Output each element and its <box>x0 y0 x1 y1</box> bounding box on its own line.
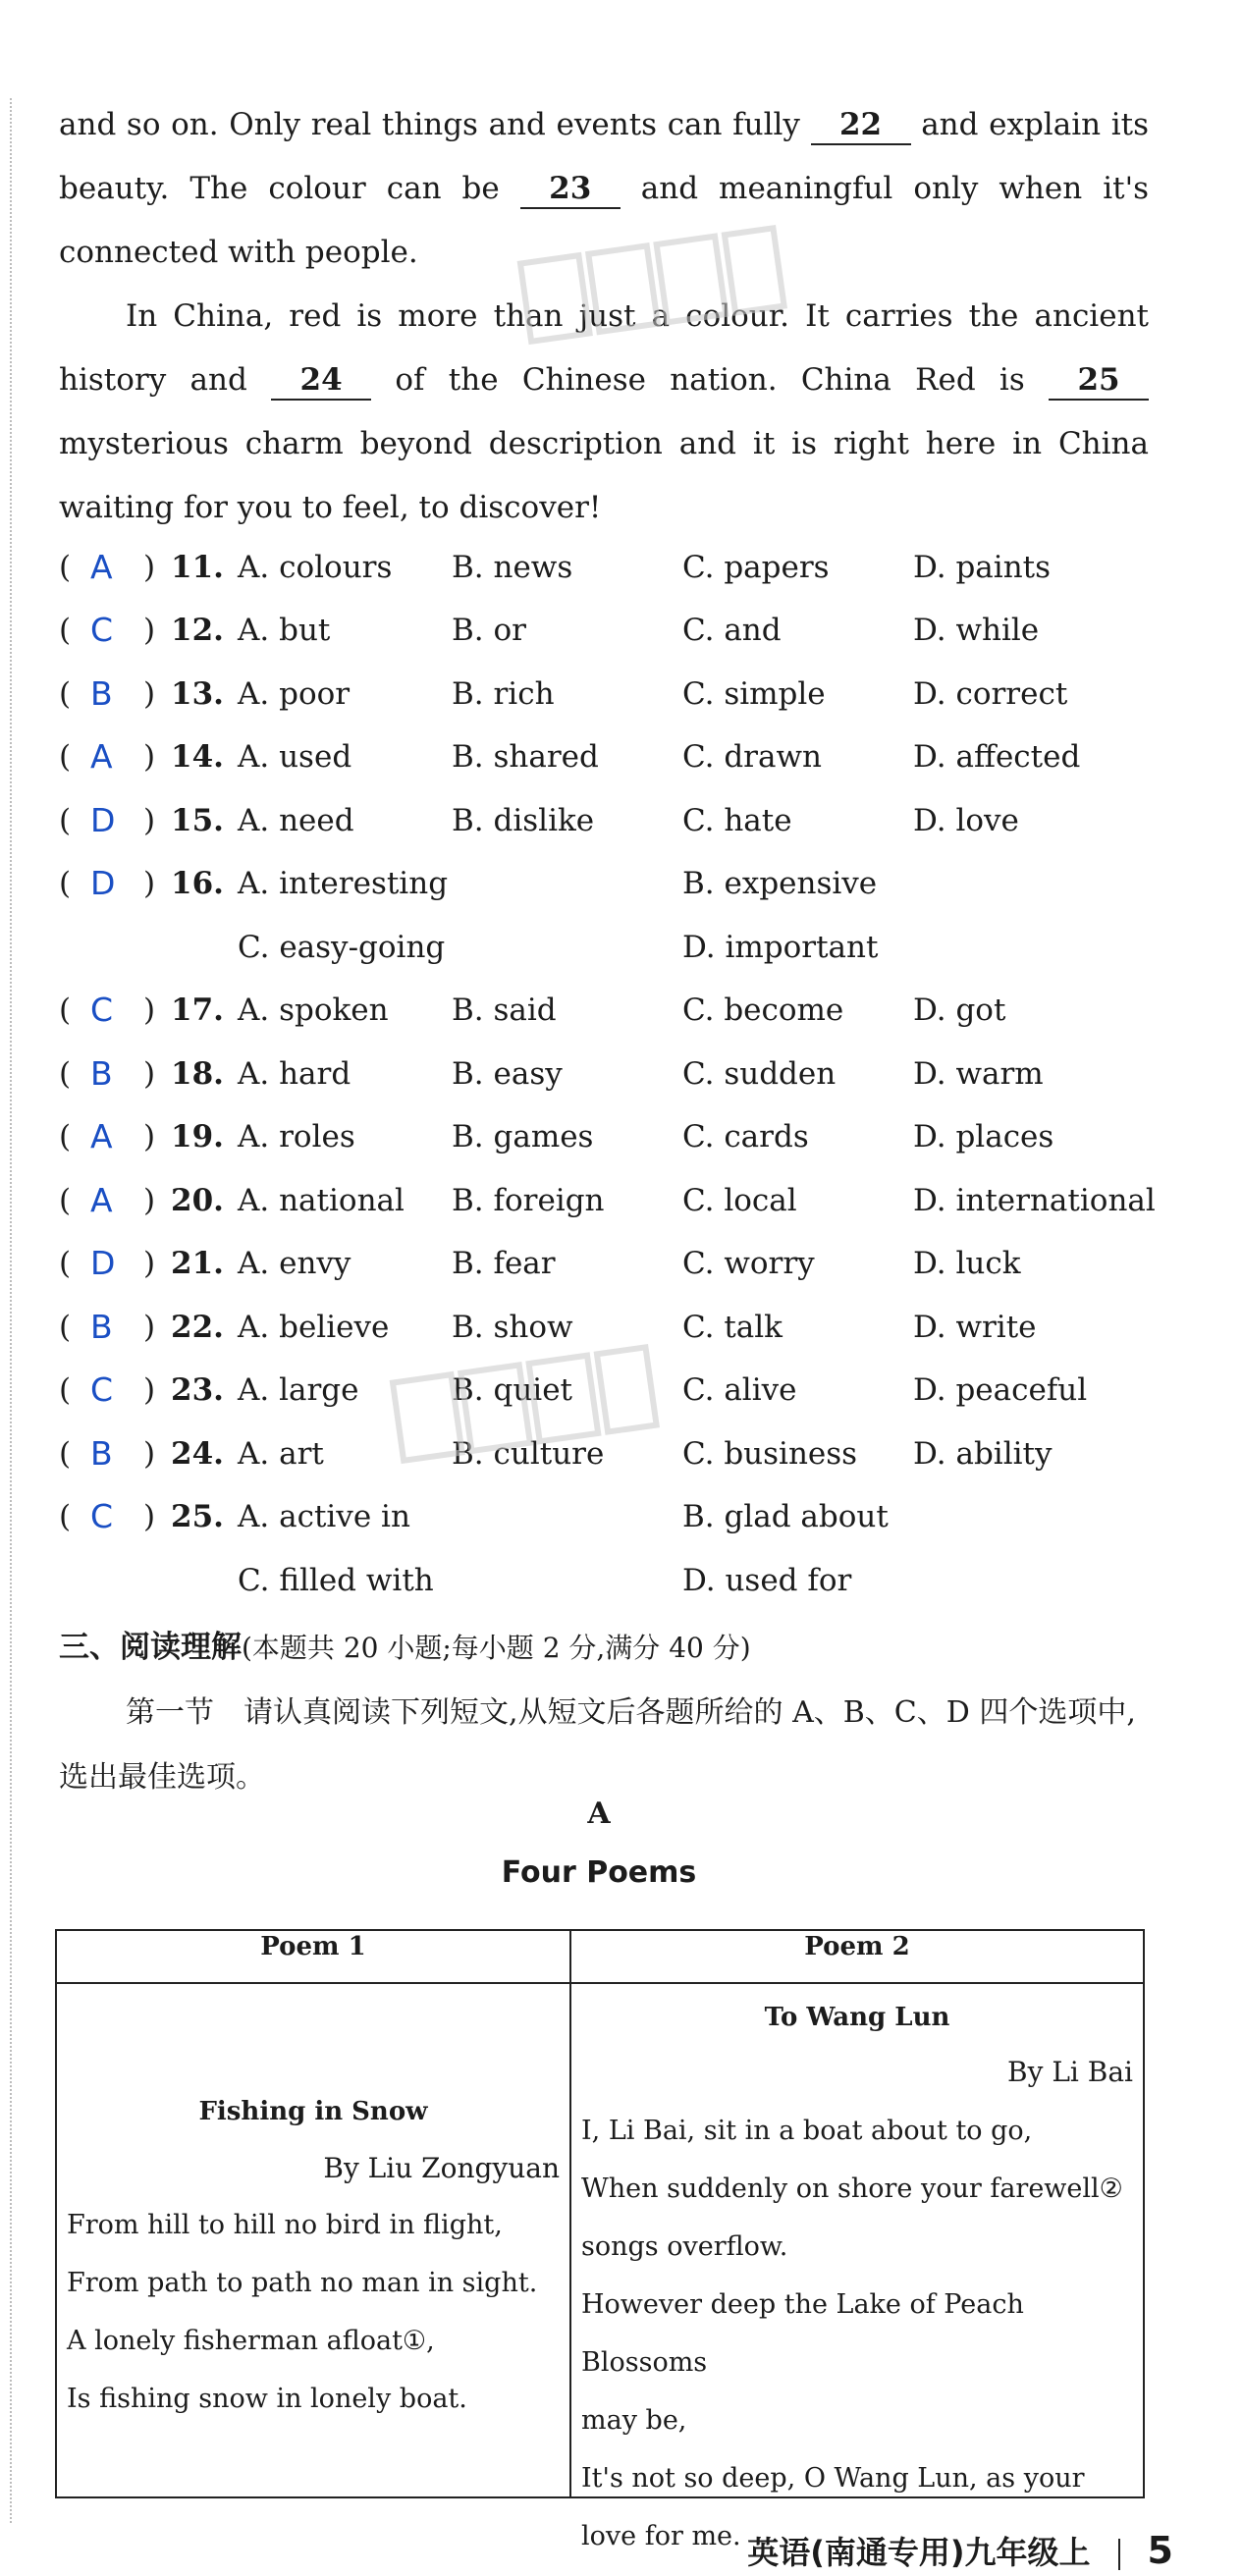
option-a: A. poor <box>238 676 351 712</box>
option-c: C. papers <box>682 550 830 585</box>
answer-mark: B <box>90 1434 113 1473</box>
answer-mark: C <box>90 991 114 1029</box>
section-subtitle: (本题共 20 小题;每小题 2 分,满分 40 分) <box>242 1632 751 1664</box>
bracket-close: ) <box>143 676 156 712</box>
answer-mark: A <box>90 737 113 776</box>
poem-2-line: When suddenly on shore your farewell② <box>581 2174 1123 2204</box>
poem-2-header: Poem 2 <box>570 1930 1144 1983</box>
bracket-open: ( <box>59 1056 72 1092</box>
question-number: 13. <box>171 676 224 712</box>
page-number: 5 <box>1147 2529 1173 2572</box>
poem-1-line: Is fishing snow in lonely boat. <box>67 2384 467 2414</box>
question-number: 14. <box>171 739 224 775</box>
option-b: B. or <box>452 613 526 648</box>
option-d: D. places <box>913 1119 1054 1154</box>
poem-1-title: Fishing in Snow <box>198 2097 428 2126</box>
bracket-open: ( <box>59 1372 72 1408</box>
section-title: 三、阅读理解 <box>59 1630 242 1665</box>
poem-2-line: However deep the Lake of Peach Blossoms <box>581 2289 1024 2378</box>
option-a: A. art <box>238 1436 324 1472</box>
passage-text: In China, red is more than just a colour. It carries the ancient history and <box>59 298 1149 398</box>
option-b: B. dislike <box>452 803 595 838</box>
answer-mark: C <box>90 1497 114 1535</box>
poem-1-cell <box>56 1983 570 2497</box>
option-c: C. become <box>682 993 844 1028</box>
bracket-close: ) <box>143 803 156 838</box>
option-c: C. alive <box>682 1372 797 1408</box>
question-number: 20. <box>171 1183 224 1218</box>
answer-mark: B <box>90 1308 113 1346</box>
page-footer <box>747 2528 1173 2573</box>
bracket-close: ) <box>143 1119 156 1154</box>
option-b: B. easy <box>452 1056 563 1092</box>
passage-text: of the Chinese nation. China Red is <box>395 362 1025 398</box>
poem-2-line: songs overflow. <box>581 2231 788 2262</box>
option-a: A. used <box>238 739 352 775</box>
footer-subject: 英语(南通专用)九年级上 <box>747 2534 1091 2571</box>
option-a: A. believe <box>238 1310 390 1345</box>
option-a: A. spoken <box>238 993 389 1028</box>
answer-mark: B <box>90 674 113 713</box>
option-b: B. shared <box>452 739 599 775</box>
question-number: 19. <box>171 1119 224 1154</box>
option-b: B. culture <box>452 1436 605 1472</box>
answer-mark: C <box>90 1370 114 1409</box>
bracket-close: ) <box>143 1183 156 1218</box>
option-d: D. ability <box>913 1436 1053 1472</box>
blank-24: 24 <box>271 362 371 401</box>
bracket-open: ( <box>59 550 72 585</box>
option-d: D. paints <box>913 550 1052 585</box>
option-b: B. foreign <box>452 1183 605 1218</box>
option-a: A. colours <box>238 550 393 585</box>
bracket-open: ( <box>59 866 72 901</box>
reading-title: Four Poems <box>501 1855 697 1890</box>
bracket-open: ( <box>59 613 72 648</box>
poem-2-author: By Li Bai <box>1007 2056 1133 2088</box>
question-number: 21. <box>171 1246 224 1281</box>
poem-2-title: To Wang Lun <box>764 2003 950 2032</box>
question-number: 16. <box>171 866 224 901</box>
answer-mark: D <box>90 1244 116 1282</box>
bracket-open: ( <box>59 993 72 1028</box>
option-a: A. need <box>238 803 354 838</box>
option-d: D. got <box>913 993 1006 1028</box>
bracket-open: ( <box>59 1499 72 1534</box>
option-d: D. important <box>682 930 879 965</box>
answer-mark: D <box>90 864 116 902</box>
answer-mark: D <box>90 801 116 839</box>
question-number: 18. <box>171 1056 224 1092</box>
bracket-close: ) <box>143 1499 156 1534</box>
watermark-stamp <box>387 1337 665 1481</box>
option-c: C. and <box>682 613 782 648</box>
blank-25: 25 <box>1049 362 1149 401</box>
option-d: D. affected <box>913 739 1081 775</box>
option-c: C. hate <box>682 803 792 838</box>
bracket-open: ( <box>59 739 72 775</box>
poem-2-line: may be, <box>581 2405 687 2436</box>
bracket-close: ) <box>143 739 156 775</box>
binding-margin-line <box>10 98 12 2523</box>
poem-2-line: love for me. <box>581 2521 741 2551</box>
option-c: C. local <box>682 1183 797 1218</box>
bracket-open: ( <box>59 803 72 838</box>
option-d: D. correct <box>913 676 1068 712</box>
bracket-open: ( <box>59 676 72 712</box>
section-instruction: 第一节 请认真阅读下列短文,从短文后各题所给的 A、B、C、D 四个选项中,选出最佳选项。 <box>59 1695 1136 1795</box>
option-c: C. business <box>682 1436 858 1472</box>
passage-text: and explain its beauty. The colour can be <box>59 107 1149 206</box>
bracket-close: ) <box>143 1246 156 1281</box>
question-number: 23. <box>171 1372 224 1408</box>
option-d: D. write <box>913 1310 1037 1345</box>
option-c: C. simple <box>682 676 826 712</box>
bracket-open: ( <box>59 1436 72 1472</box>
option-a: A. national <box>238 1183 405 1218</box>
option-c: C. cards <box>682 1119 809 1154</box>
option-d: D. international <box>913 1183 1156 1218</box>
question-number: 24. <box>171 1436 224 1472</box>
poem-1-line: From hill to hill no bird in flight, <box>67 2210 503 2240</box>
option-b: B. glad about <box>682 1499 889 1534</box>
question-number: 12. <box>171 613 224 648</box>
footer-separator <box>1118 2539 1120 2570</box>
option-d: D. warm <box>913 1056 1044 1092</box>
option-b: B. quiet <box>452 1372 573 1408</box>
question-number: 25. <box>171 1499 224 1534</box>
bracket-open: ( <box>59 1119 72 1154</box>
option-b: B. said <box>452 993 557 1028</box>
option-c: C. filled with <box>238 1563 434 1598</box>
reading-label: A <box>587 1797 611 1831</box>
option-c: C. sudden <box>682 1056 837 1092</box>
passage-text: and meaningful only when it's connected with people. <box>59 171 1150 270</box>
option-b: B. news <box>452 550 573 585</box>
poem-1-line: A lonely fisherman afloat①, <box>67 2326 435 2356</box>
bracket-close: ) <box>143 1056 156 1092</box>
option-c: C. drawn <box>682 739 822 775</box>
option-b: B. show <box>452 1310 573 1345</box>
blank-23: 23 <box>520 171 621 209</box>
option-b: B. games <box>452 1119 594 1154</box>
option-d: D. used for <box>682 1563 852 1598</box>
passage-text: mysterious charm beyond description and it is right here in China waiting for you to feel, to discover! <box>59 426 1149 525</box>
passage-text: and so on. Only real things and events can fully <box>59 107 800 142</box>
bracket-close: ) <box>143 993 156 1028</box>
option-a: A. large <box>238 1372 359 1408</box>
bracket-close: ) <box>143 1436 156 1472</box>
bracket-close: ) <box>143 613 156 648</box>
poem-1-author: By Liu Zongyuan <box>323 2152 560 2184</box>
bracket-open: ( <box>59 1310 72 1345</box>
option-d: D. love <box>913 803 1019 838</box>
question-number: 11. <box>171 550 224 585</box>
question-number: 22. <box>171 1310 224 1345</box>
option-a: A. but <box>238 613 331 648</box>
section-heading <box>59 1622 751 1666</box>
poem-2-line: I, Li Bai, sit in a boat about to go, <box>581 2116 1033 2146</box>
question-number: 15. <box>171 803 224 838</box>
option-d: D. luck <box>913 1246 1021 1281</box>
option-c: C. easy-going <box>238 930 446 965</box>
option-a: A. roles <box>238 1119 355 1154</box>
answer-mark: A <box>90 548 113 586</box>
answer-mark: C <box>90 611 114 649</box>
bracket-close: ) <box>143 1310 156 1345</box>
option-d: D. peaceful <box>913 1372 1088 1408</box>
option-d: D. while <box>913 613 1040 648</box>
option-a: A. active in <box>238 1499 410 1534</box>
poem-2-line: It's not so deep, O Wang Lun, as your <box>581 2463 1085 2494</box>
blank-22: 22 <box>811 107 911 145</box>
answer-mark: B <box>90 1054 113 1093</box>
option-a: A. envy <box>238 1246 351 1281</box>
poems-table <box>55 1929 1145 2551</box>
answer-mark: A <box>90 1181 113 1219</box>
option-b: B. rich <box>452 676 555 712</box>
option-b: B. expensive <box>682 866 878 901</box>
bracket-open: ( <box>59 1183 72 1218</box>
poem-1-line: From path to path no man in sight. <box>67 2268 538 2298</box>
question-number: 17. <box>171 993 224 1028</box>
option-a: A. interesting <box>238 866 449 901</box>
option-c: C. talk <box>682 1310 783 1345</box>
poem-2-cell <box>570 1983 1144 2551</box>
bracket-close: ) <box>143 550 156 585</box>
bracket-close: ) <box>143 866 156 901</box>
answer-mark: A <box>90 1117 113 1155</box>
poem-1-header: Poem 1 <box>56 1930 570 1983</box>
bracket-open: ( <box>59 1246 72 1281</box>
option-a: A. hard <box>238 1056 351 1092</box>
option-c: C. worry <box>682 1246 815 1281</box>
bracket-close: ) <box>143 1372 156 1408</box>
option-b: B. fear <box>452 1246 556 1281</box>
